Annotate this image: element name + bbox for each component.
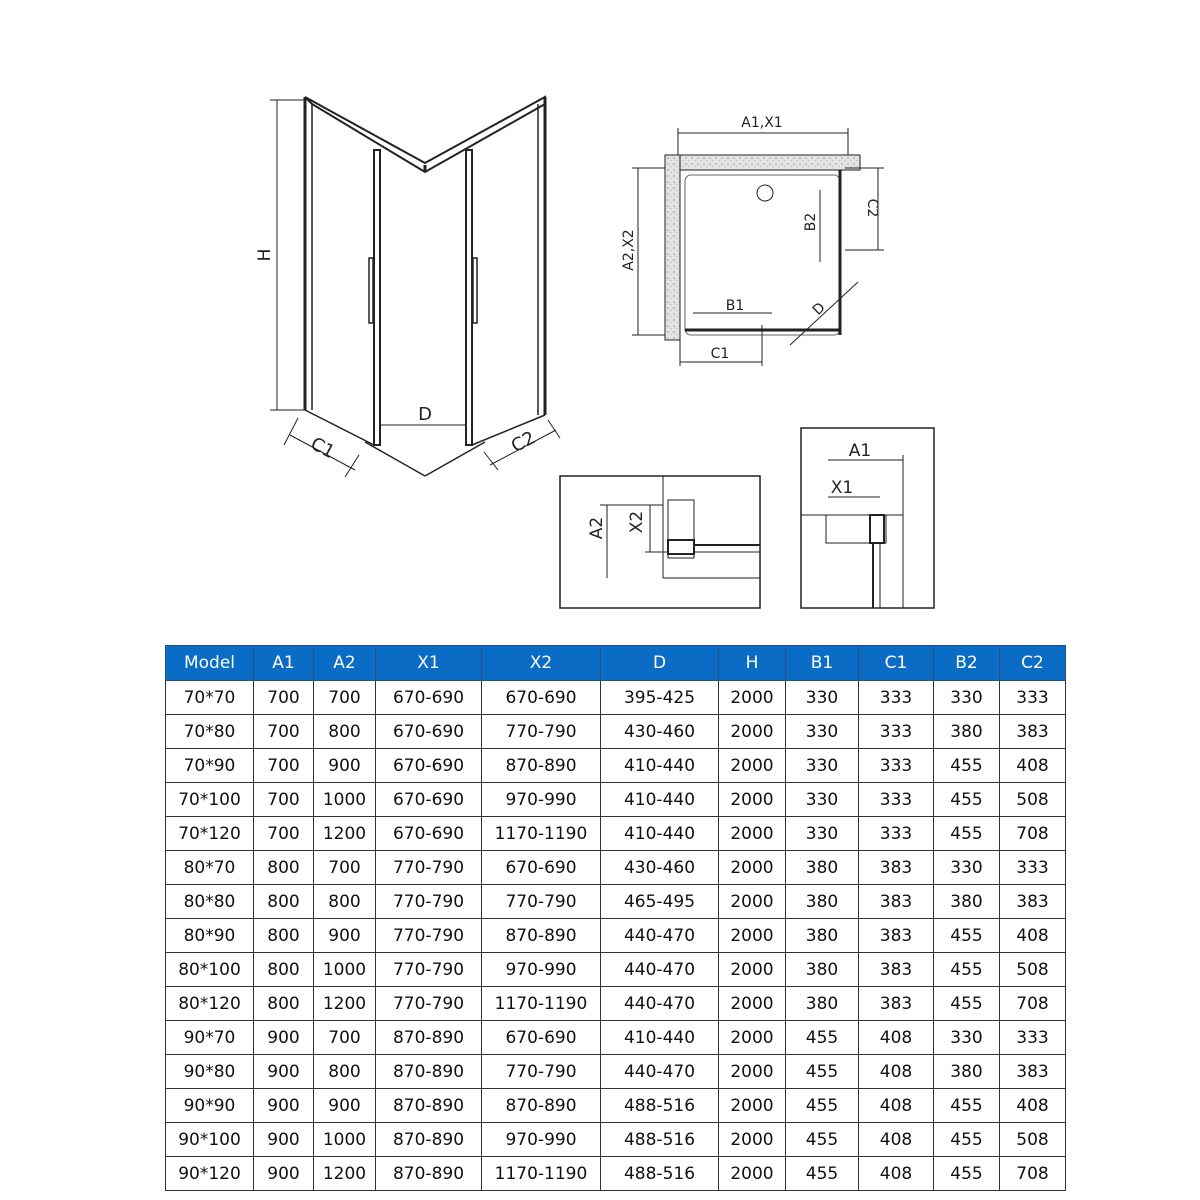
- table-cell-h: 2000: [719, 1055, 786, 1089]
- table-row: [166, 1157, 1066, 1191]
- table-cell-b2: 330: [934, 681, 1000, 715]
- table-cell-a2: 800: [314, 1055, 376, 1089]
- table-cell-h: 2000: [719, 1157, 786, 1191]
- table-cell-model: 90*70: [166, 1021, 254, 1055]
- table-cell-a1: 700: [254, 715, 314, 749]
- table-cell-b1: 380: [786, 851, 859, 885]
- table-cell-c1: 383: [859, 987, 934, 1021]
- label-a1-detail: A1: [848, 441, 872, 461]
- table-cell-b1: 455: [786, 1089, 859, 1123]
- label-x2-detail: X2: [627, 510, 647, 534]
- table-row: [166, 919, 1066, 953]
- table-cell-x2: 1170-1190: [482, 987, 601, 1021]
- table-cell-a2: 800: [314, 885, 376, 919]
- table-cell-h: 2000: [719, 1089, 786, 1123]
- table-cell-model: 90*80: [166, 1055, 254, 1089]
- table-cell-x1: 770-790: [376, 851, 482, 885]
- table-cell-b2: 455: [934, 1123, 1000, 1157]
- table-cell-x2: 770-790: [482, 885, 601, 919]
- table-cell-h: 2000: [719, 681, 786, 715]
- table-cell-x2: 970-990: [482, 953, 601, 987]
- table-cell-c2: 508: [1000, 953, 1066, 987]
- table-cell-c2: 383: [1000, 1055, 1066, 1089]
- table-cell-b1: 330: [786, 749, 859, 783]
- table-cell-x1: 770-790: [376, 987, 482, 1021]
- table-cell-b2: 380: [934, 885, 1000, 919]
- column-header-c1: C1: [859, 646, 934, 681]
- table-cell-b2: 455: [934, 953, 1000, 987]
- table-cell-b2: 330: [934, 851, 1000, 885]
- table-cell-a1: 800: [254, 885, 314, 919]
- table-cell-c2: 708: [1000, 987, 1066, 1021]
- table-cell-a2: 800: [314, 715, 376, 749]
- column-header-a2: A2: [314, 646, 376, 681]
- table-row: [166, 1089, 1066, 1123]
- column-header-b1: B1: [786, 646, 859, 681]
- table-cell-b2: 455: [934, 919, 1000, 953]
- table-cell-b1: 455: [786, 1123, 859, 1157]
- table-cell-h: 2000: [719, 749, 786, 783]
- table-cell-b2: 380: [934, 1055, 1000, 1089]
- table-cell-c1: 408: [859, 1021, 934, 1055]
- table-cell-c1: 383: [859, 885, 934, 919]
- table-cell-a2: 1200: [314, 987, 376, 1021]
- table-cell-a1: 900: [254, 1123, 314, 1157]
- table-cell-x1: 670-690: [376, 817, 482, 851]
- table-row: [166, 749, 1066, 783]
- table-cell-x1: 870-890: [376, 1055, 482, 1089]
- table-cell-c1: 383: [859, 919, 934, 953]
- detail-view-left: [560, 476, 760, 608]
- table-row: [166, 681, 1066, 715]
- table-row: [166, 987, 1066, 1021]
- dimensions-table: [165, 645, 1066, 1191]
- label-c1-plan: C1: [710, 346, 730, 362]
- table-cell-model: 70*90: [166, 749, 254, 783]
- table-cell-c2: 383: [1000, 715, 1066, 749]
- table-cell-x1: 670-690: [376, 783, 482, 817]
- table-cell-a1: 900: [254, 1021, 314, 1055]
- table-cell-x1: 770-790: [376, 919, 482, 953]
- table-cell-b1: 455: [786, 1021, 859, 1055]
- table-cell-d: 410-440: [601, 817, 719, 851]
- table-cell-b2: 455: [934, 817, 1000, 851]
- column-header-a1: A1: [254, 646, 314, 681]
- table-cell-a1: 700: [254, 817, 314, 851]
- table-cell-c1: 408: [859, 1123, 934, 1157]
- table-cell-x2: 870-890: [482, 1089, 601, 1123]
- table-cell-c2: 708: [1000, 1157, 1066, 1191]
- table-cell-model: 80*100: [166, 953, 254, 987]
- table-cell-d: 488-516: [601, 1123, 719, 1157]
- table-cell-c2: 333: [1000, 1021, 1066, 1055]
- table-cell-model: 80*90: [166, 919, 254, 953]
- table-cell-c1: 408: [859, 1055, 934, 1089]
- table-cell-model: 90*120: [166, 1157, 254, 1191]
- table-cell-a2: 1200: [314, 817, 376, 851]
- table-cell-c2: 383: [1000, 885, 1066, 919]
- plan-view: [632, 128, 884, 366]
- table-cell-b1: 330: [786, 681, 859, 715]
- table-cell-h: 2000: [719, 885, 786, 919]
- table-cell-h: 2000: [719, 783, 786, 817]
- table-cell-c1: 333: [859, 749, 934, 783]
- table-cell-b1: 330: [786, 783, 859, 817]
- table-cell-d: 440-470: [601, 1055, 719, 1089]
- column-header-x2: X2: [482, 646, 601, 681]
- table-cell-c2: 333: [1000, 681, 1066, 715]
- table-cell-b1: 330: [786, 817, 859, 851]
- table-cell-a1: 700: [254, 749, 314, 783]
- table-cell-x2: 670-690: [482, 681, 601, 715]
- table-cell-b1: 380: [786, 885, 859, 919]
- table-cell-a2: 1000: [314, 783, 376, 817]
- table-cell-d: 440-470: [601, 919, 719, 953]
- column-header-model: Model: [166, 646, 254, 681]
- table-cell-b2: 455: [934, 783, 1000, 817]
- table-row: [166, 885, 1066, 919]
- table-cell-b2: 455: [934, 987, 1000, 1021]
- table-row: [166, 1055, 1066, 1089]
- table-cell-a2: 700: [314, 681, 376, 715]
- perspective-view: [270, 97, 560, 477]
- table-cell-b2: 455: [934, 1089, 1000, 1123]
- table-cell-d: 395-425: [601, 681, 719, 715]
- table-header-row: [166, 646, 1066, 681]
- table-cell-c1: 333: [859, 681, 934, 715]
- table-cell-a1: 700: [254, 681, 314, 715]
- label-d-plan: D: [809, 299, 829, 319]
- table-cell-b1: 455: [786, 1157, 859, 1191]
- table-cell-x1: 770-790: [376, 885, 482, 919]
- table-cell-a1: 700: [254, 783, 314, 817]
- table-cell-h: 2000: [719, 817, 786, 851]
- table-cell-c2: 333: [1000, 851, 1066, 885]
- table-cell-x1: 770-790: [376, 953, 482, 987]
- table-row: [166, 1123, 1066, 1157]
- table-row: [166, 817, 1066, 851]
- table-cell-x1: 870-890: [376, 1089, 482, 1123]
- table-cell-x1: 670-690: [376, 681, 482, 715]
- table-cell-x2: 1170-1190: [482, 1157, 601, 1191]
- column-header-h: H: [719, 646, 786, 681]
- table-cell-x2: 870-890: [482, 749, 601, 783]
- table-cell-a2: 1000: [314, 953, 376, 987]
- table-cell-c2: 408: [1000, 919, 1066, 953]
- table-cell-c1: 383: [859, 851, 934, 885]
- table-cell-c1: 333: [859, 715, 934, 749]
- table-cell-a1: 800: [254, 919, 314, 953]
- table-cell-model: 90*100: [166, 1123, 254, 1157]
- table-cell-d: 440-470: [601, 987, 719, 1021]
- table-cell-a1: 800: [254, 953, 314, 987]
- table-cell-d: 430-460: [601, 715, 719, 749]
- label-d: D: [418, 404, 432, 425]
- table-cell-x1: 870-890: [376, 1021, 482, 1055]
- table-cell-x2: 770-790: [482, 715, 601, 749]
- label-c1: C1: [307, 433, 339, 464]
- table-cell-b1: 380: [786, 919, 859, 953]
- table-row: [166, 715, 1066, 749]
- table-cell-d: 410-440: [601, 1021, 719, 1055]
- table-cell-a1: 900: [254, 1055, 314, 1089]
- table-cell-a2: 900: [314, 749, 376, 783]
- table-cell-model: 70*120: [166, 817, 254, 851]
- table-cell-x2: 970-990: [482, 1123, 601, 1157]
- table-cell-b2: 455: [934, 749, 1000, 783]
- table-cell-a1: 800: [254, 851, 314, 885]
- table-cell-d: 488-516: [601, 1089, 719, 1123]
- table-cell-c1: 408: [859, 1089, 934, 1123]
- table-cell-c1: 333: [859, 783, 934, 817]
- table-cell-x2: 970-990: [482, 783, 601, 817]
- table-cell-d: 465-495: [601, 885, 719, 919]
- table-cell-d: 488-516: [601, 1157, 719, 1191]
- table-cell-h: 2000: [719, 953, 786, 987]
- table-cell-b1: 455: [786, 1055, 859, 1089]
- table-cell-d: 410-440: [601, 749, 719, 783]
- table-cell-x2: 870-890: [482, 919, 601, 953]
- table-cell-x1: 870-890: [376, 1123, 482, 1157]
- table-cell-model: 90*90: [166, 1089, 254, 1123]
- column-header-d: D: [601, 646, 719, 681]
- label-h: H: [255, 248, 275, 262]
- column-header-x1: X1: [376, 646, 482, 681]
- table-cell-h: 2000: [719, 919, 786, 953]
- label-c2: C2: [507, 427, 539, 458]
- table-row: [166, 851, 1066, 885]
- table-cell-model: 80*120: [166, 987, 254, 1021]
- table-cell-a1: 800: [254, 987, 314, 1021]
- table-cell-x2: 670-690: [482, 851, 601, 885]
- label-b1: B1: [725, 298, 745, 314]
- table-cell-c1: 408: [859, 1157, 934, 1191]
- table-cell-b1: 380: [786, 953, 859, 987]
- table-row: [166, 783, 1066, 817]
- table-row: [166, 1021, 1066, 1055]
- column-header-c2: C2: [1000, 646, 1066, 681]
- table-cell-h: 2000: [719, 1123, 786, 1157]
- table-cell-model: 70*80: [166, 715, 254, 749]
- table-cell-a2: 700: [314, 851, 376, 885]
- table-cell-a2: 1000: [314, 1123, 376, 1157]
- table-row: [166, 953, 1066, 987]
- table-cell-c2: 508: [1000, 1123, 1066, 1157]
- table-cell-d: 440-470: [601, 953, 719, 987]
- table-cell-c1: 333: [859, 817, 934, 851]
- table-cell-d: 410-440: [601, 783, 719, 817]
- table-cell-b2: 330: [934, 1021, 1000, 1055]
- table-cell-x1: 670-690: [376, 749, 482, 783]
- table-cell-x2: 670-690: [482, 1021, 601, 1055]
- table-cell-x1: 670-690: [376, 715, 482, 749]
- table-cell-model: 80*80: [166, 885, 254, 919]
- table-cell-c2: 708: [1000, 817, 1066, 851]
- table-cell-c2: 508: [1000, 783, 1066, 817]
- table-cell-h: 2000: [719, 1021, 786, 1055]
- table-cell-a2: 1200: [314, 1157, 376, 1191]
- table-cell-a2: 700: [314, 1021, 376, 1055]
- table-cell-a2: 900: [314, 1089, 376, 1123]
- table-cell-h: 2000: [719, 987, 786, 1021]
- table-cell-b2: 380: [934, 715, 1000, 749]
- table-cell-model: 70*100: [166, 783, 254, 817]
- table-cell-model: 80*70: [166, 851, 254, 885]
- table-cell-a1: 900: [254, 1089, 314, 1123]
- label-a2-x2: A2,X2: [621, 229, 637, 271]
- table-cell-b2: 455: [934, 1157, 1000, 1191]
- label-a1-x1: A1,X1: [741, 115, 783, 131]
- table-cell-x2: 770-790: [482, 1055, 601, 1089]
- table-cell-a2: 900: [314, 919, 376, 953]
- table-cell-a1: 900: [254, 1157, 314, 1191]
- table-cell-h: 2000: [719, 715, 786, 749]
- table-cell-x2: 1170-1190: [482, 817, 601, 851]
- table-cell-b1: 330: [786, 715, 859, 749]
- table-cell-model: 70*70: [166, 681, 254, 715]
- label-b2: B2: [803, 212, 819, 232]
- label-a2-detail: A2: [587, 516, 607, 540]
- table-cell-d: 430-460: [601, 851, 719, 885]
- table-cell-x1: 870-890: [376, 1157, 482, 1191]
- table-cell-c1: 383: [859, 953, 934, 987]
- table-cell-h: 2000: [719, 851, 786, 885]
- table-cell-c2: 408: [1000, 749, 1066, 783]
- column-header-b2: B2: [934, 646, 1000, 681]
- table-cell-b1: 380: [786, 987, 859, 1021]
- table-cell-c2: 408: [1000, 1089, 1066, 1123]
- label-x1-detail: X1: [830, 478, 854, 498]
- label-c2-plan: C2: [864, 198, 880, 218]
